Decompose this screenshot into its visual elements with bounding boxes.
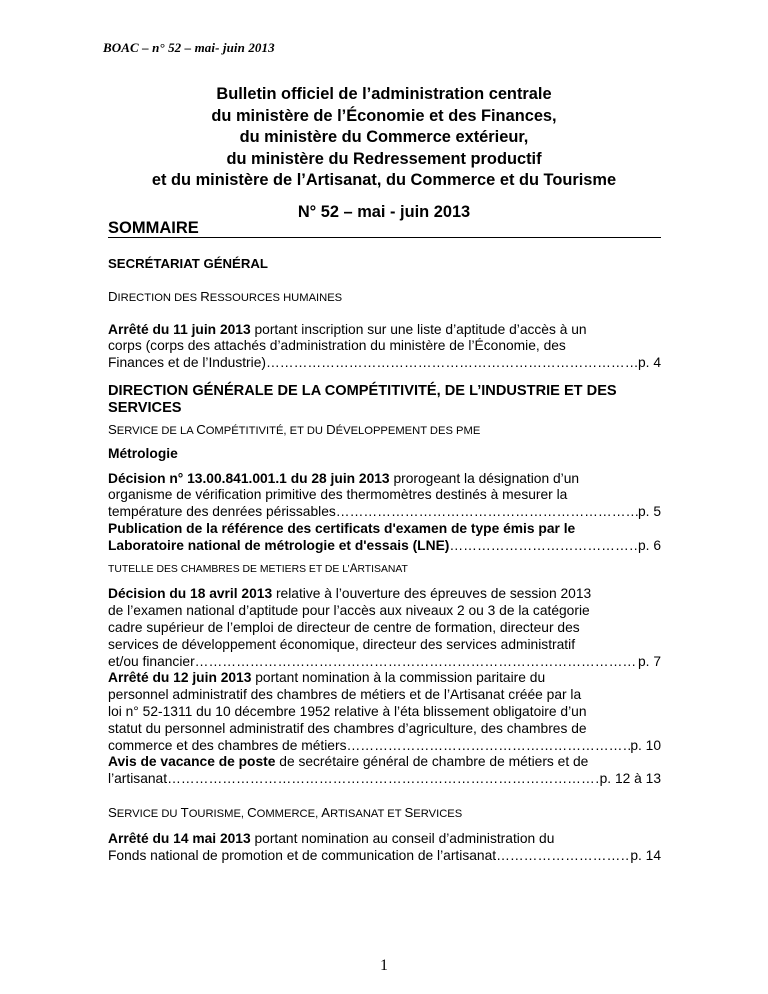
metrologie-heading: Métrologie (108, 445, 178, 461)
title-line: du ministère du Redressement productif (226, 149, 542, 168)
section-heading-dgcis: DIRECTION GÉNÉRALE DE LA COMPÉTITIVITÉ, DE L’INDUSTRIE ET DES SERVICES (108, 382, 617, 416)
page-ref: p. 4 (637, 355, 661, 371)
toc-entry[interactable]: Arrêté du 11 juin 2013 portant inscription sur une liste d’aptitude d’accès à un corps (corps des attachés d’administration du ministère de l’Économie, des Finances et de l’Industrie) …………………………………………………………………………………………………………………………………………………… p. 4 (108, 322, 661, 372)
title-line: du ministère du Commerce extérieur, (239, 128, 529, 146)
bulletin-title (100, 84, 668, 192)
running-head: BOAC – n° 52 – mai- juin 2013 (103, 40, 275, 55)
page-ref: p. 14 (630, 847, 661, 863)
subsection-competitivite: SERVICE DE LA COMPÉTITIVITÉ, ET DU DÉVELOPPEMENT DES PME (108, 421, 481, 437)
title-line: du ministère de l’Économie et des Finances, (211, 106, 557, 125)
toc-entry[interactable]: Publication de la référence des certificats d'examen de type émis par le Laboratoire national de métrologie et d'essais (LNE) …………………………………………………………………………………………………………………………………………………… p. 6 (108, 521, 661, 555)
toc-entry[interactable]: Avis de vacance de poste de secrétaire général de chambre de métiers et de l’artisanat …………………………………………………………………………………………………………………………………………………… p. 12 à 13 (108, 754, 661, 788)
page-ref: p. 6 (637, 537, 661, 553)
section-heading-sg: SECRÉTARIAT GÉNÉRAL (108, 256, 268, 271)
issue-number: N° 52 – mai - juin 2013 (297, 203, 471, 221)
page-ref: p. 7 (637, 653, 661, 669)
subsection-tutelle: TUTELLE DES CHAMBRES DE METIERS ET DE L’ARTISANAT (108, 561, 408, 575)
sommaire-heading: SOMMAIRE (108, 219, 199, 237)
toc-entry[interactable]: Décision du 18 avril 2013 relative à l’ouverture des épreuves de session 2013 de l’examen national d’aptitude pour l’accès aux niveaux 2 ou 3 de la catégorie cadre supérieur de l’emploi de directeur de centre de formation, directeur des services de développement économique, directeur des services administratif et/ou financier …………………………………………………………………………………………………………………………………………………… p. 7 (108, 586, 661, 670)
subsection-drh: DIRECTION DES RESSOURCES HUMAINES (108, 288, 343, 304)
table-of-contents (108, 256, 661, 864)
title-line: Bulletin officiel de l’administration centrale (216, 85, 552, 103)
heading-rule (108, 237, 661, 238)
page-number: 1 (380, 957, 388, 974)
page-ref: p. 5 (637, 504, 661, 520)
title-line: et du ministère de l’Artisanat, du Commerce et du Tourisme (151, 171, 617, 189)
toc-entry[interactable]: Arrêté du 14 mai 2013 portant nomination au conseil d’administration du Fonds national de promotion et de communication de l’artisanat …………………………………………………………………………………………………………………………………………………… p. 14 (108, 831, 661, 865)
page-ref: p. 12 à 13 (599, 771, 661, 787)
page-ref: p. 10 (630, 737, 661, 753)
toc-entry[interactable]: Arrêté du 12 juin 2013 portant nomination à la commission paritaire du personnel administratif des chambres de métiers et de l’Artisanat créée par la loi n° 52-1311 du 10 décembre 1952 relative à l’éta blissement obligatoire d’un statut du personnel administratif des chambres d’agriculture, des chambres de commerce et des chambres de métiers …………………………………………………………………………………………………………………………………………………… p. 10 (108, 670, 661, 754)
subsection-tourisme: SERVICE DU TOURISME, COMMERCE, ARTISANAT ET SERVICES (108, 804, 463, 820)
toc-entry[interactable]: Décision n° 13.00.841.001.1 du 28 juin 2013 prorogeant la désignation d’un organisme de vérification primitive des thermomètres destinés à mesurer la température des denrées périssables …………………………………………………………………………………………………………………………………………………… p. 5 (108, 471, 661, 521)
